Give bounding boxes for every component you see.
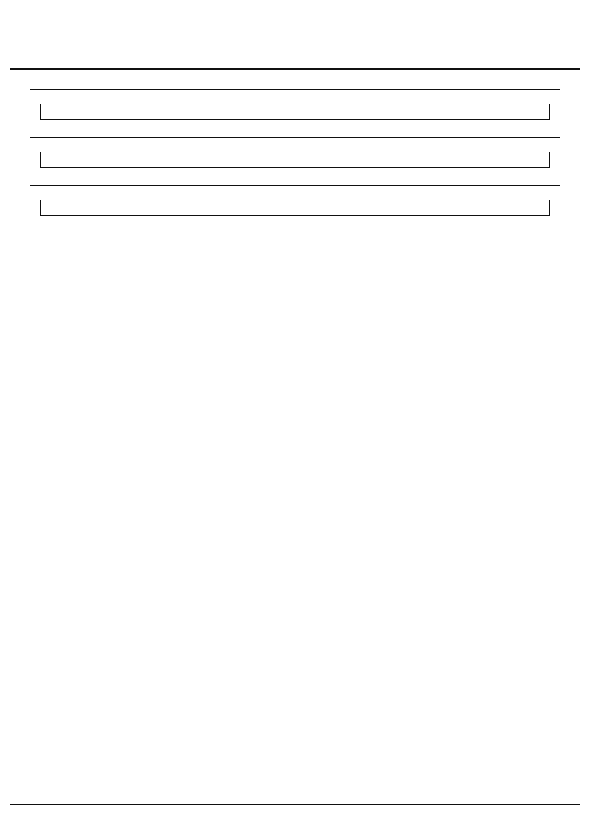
section-heading: [30, 124, 560, 150]
blessing-line: [40, 200, 550, 216]
section-2: [10, 124, 580, 168]
section-1: [10, 76, 580, 120]
blessing-line: [40, 152, 550, 168]
section-heading: [30, 76, 560, 102]
section-heading: [30, 172, 560, 198]
title-banner: [10, 8, 580, 70]
section-3: [10, 172, 580, 216]
blessing-line: [40, 104, 550, 120]
footer-line: [10, 804, 580, 807]
